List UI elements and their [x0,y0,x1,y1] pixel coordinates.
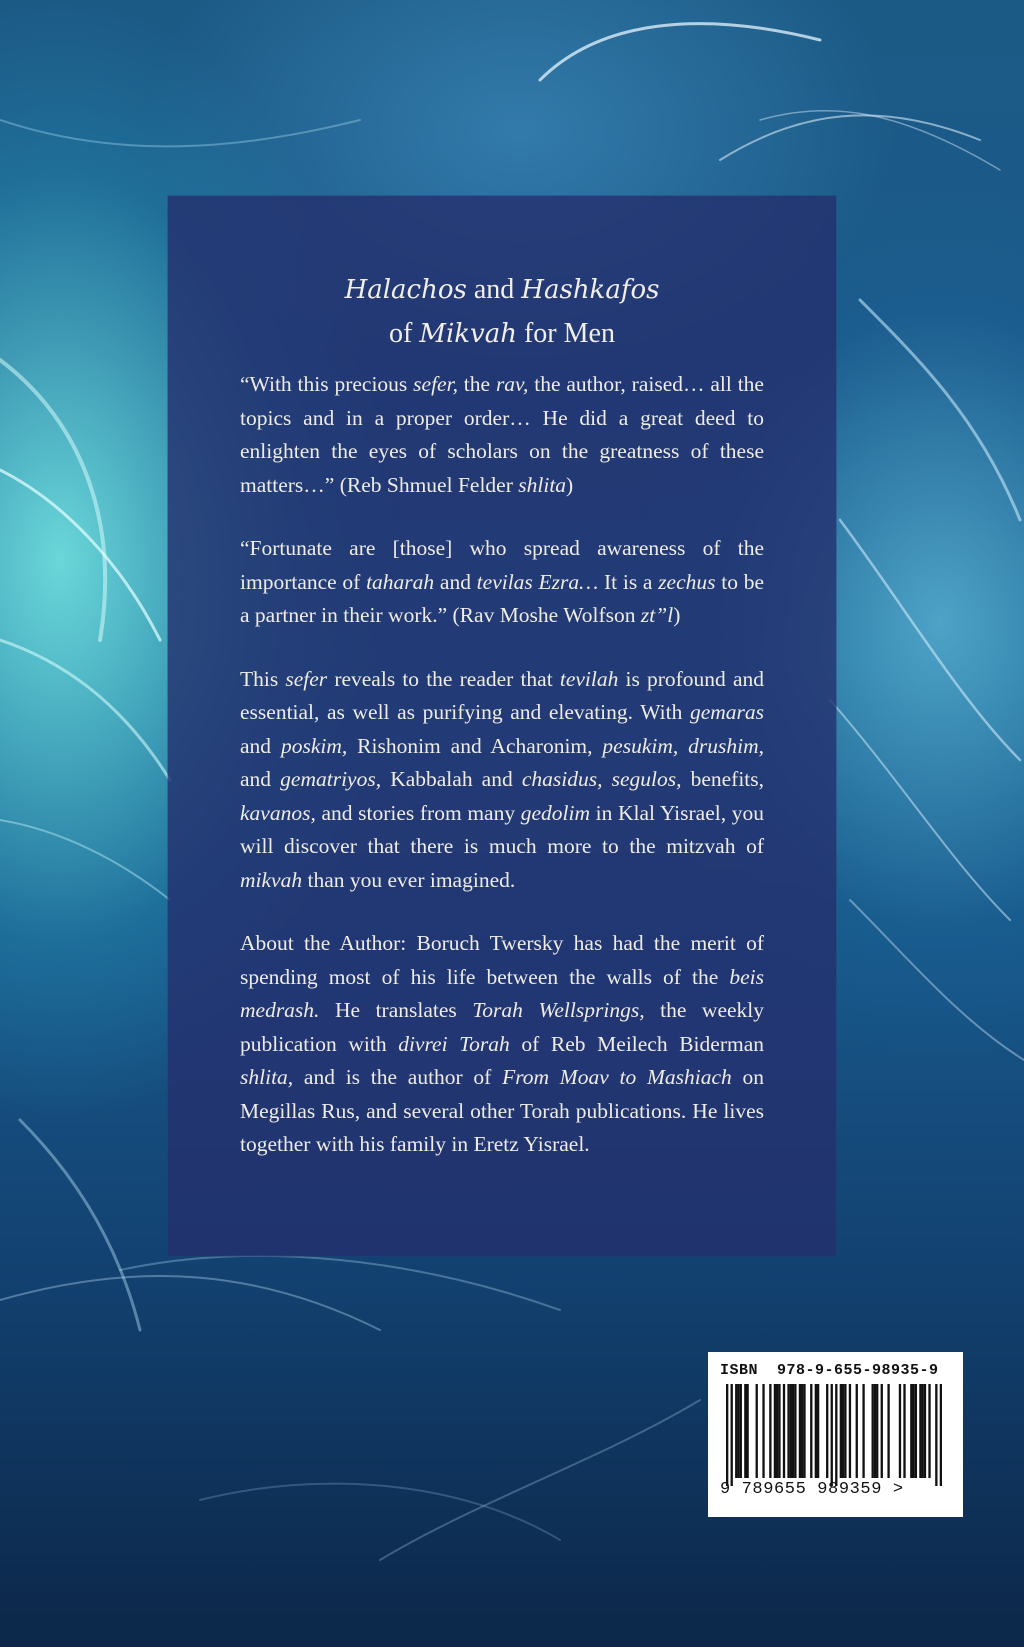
text-run: on Megillas Rus, and several other Torah publications. He lives together with his family in Eretz Yisrael. [240,1065,765,1156]
isbn-label: ISBN 978-9-655-98935-9 [720,1362,939,1379]
barcode-bar [826,1384,828,1478]
text-run: About the Author: Boruch Twersky has had the merit of spending most of his life between the walls of the [240,931,764,989]
title-line-1 [168,268,836,312]
barcode-bar [774,1384,776,1478]
title-of: of [389,318,420,349]
text-run: the weekly publication with [240,998,764,1056]
text-run: This [240,666,286,691]
italic-term: shlita [518,472,567,497]
text-run: than you ever imagined. [302,867,516,892]
text-run: and [240,767,281,791]
text-run: and [434,569,477,594]
title-halachos: Halachos [344,275,467,305]
barcode-bar [803,1384,805,1478]
barcode-bar [835,1384,837,1486]
barcode-icon [726,1384,942,1486]
barcode-bar [735,1384,737,1478]
barcode-bar [924,1384,926,1478]
barcode-bar [746,1384,748,1478]
barcode-bar [787,1384,789,1478]
barcode-bar [903,1384,905,1478]
barcode-bar [881,1384,883,1478]
barcode-bar [778,1384,780,1478]
barcode-bar [817,1384,819,1478]
barcode-bar [744,1384,746,1478]
text-run: to be a partner in their work.” (Rav Moshe Wolfson [240,569,764,627]
italic-term: gemaras [689,700,764,724]
barcode-bar [840,1384,842,1478]
italic-term: Torah Wellsprings, [472,998,645,1022]
italic-term: sefer [285,666,328,691]
ean-digits: 9 789655 989359 > [720,1480,904,1499]
barcode-bar [790,1384,792,1478]
barcode-bar [776,1384,778,1478]
italic-term: From Moav to Mashiach [502,1065,732,1089]
paragraph-3 [240,663,764,898]
barcode-bar [794,1384,796,1478]
barcode-bar [769,1384,771,1478]
text-run: the [457,372,496,396]
barcode-bar [872,1384,874,1478]
text-run: ) [566,472,574,497]
italic-term: tevilah [559,666,619,691]
barcode-bar [756,1384,758,1478]
italic-term: gematriyos, [280,767,382,791]
title-and: and [466,274,522,305]
barcode-bar [831,1384,833,1486]
text-run: benefits, [681,767,765,791]
text-run: ) [673,603,681,627]
italic-term: mikvah [240,867,303,892]
paragraph-2 [240,532,764,633]
italic-term: rav, [495,372,529,396]
isbn-barcode-box [708,1352,963,1517]
barcode-bar [849,1384,851,1478]
italic-term: pesukim, drushim, [602,733,765,758]
barcode-bar [928,1384,930,1478]
barcode-bar [815,1384,817,1478]
text-run: Rishonim and Acharonim, [347,733,603,758]
barcode-bar [810,1384,812,1478]
text-run: and is the author of [293,1065,503,1089]
barcode-bar [731,1384,733,1486]
barcode-bar [799,1384,801,1478]
italic-term: shlita, [240,1065,294,1089]
barcode-bar [792,1384,794,1478]
blurb-text [240,368,764,1192]
italic-term: zt”l [640,603,674,627]
title-line-2 [168,312,836,356]
italic-term: divrei Torah [398,1031,510,1056]
text-run: reveals to the reader that [327,666,560,691]
italic-term: sefer, [413,372,458,396]
barcode-bar [874,1384,876,1478]
barcode-bar [887,1384,889,1478]
barcode-bar [910,1384,912,1478]
text-run: It is a [598,569,659,594]
barcode-bar [919,1384,921,1478]
italic-term: zechus [658,569,716,594]
italic-term: poskim, [280,733,348,758]
barcode-bar [737,1384,739,1478]
barcode-bar [844,1384,846,1478]
italic-term: beis medrash. [240,964,764,1022]
barcode-bar [912,1384,914,1478]
barcode-bar [740,1384,742,1478]
title-mikvah: Mikvah [419,319,517,349]
barcode-bar [862,1384,864,1478]
italic-term: chasidus, segulos, [521,767,682,791]
barcode-bar [899,1384,901,1478]
text-run: and [240,733,281,758]
barcode-bar [876,1384,878,1478]
title-hashkafos: Hashkafos [521,275,660,305]
barcode-bar [726,1384,728,1486]
barcode-bar [940,1384,942,1486]
barcode-bar [801,1384,803,1478]
text-run: “With this precious [240,372,414,396]
text-run: and stories from many [315,800,521,825]
book-title [168,268,836,356]
text-run: in Klal Yisrael, you will discover that there is much more to the mitzvah of [240,800,764,858]
barcode-bar [842,1384,844,1478]
italic-term: kavanos, [240,800,316,825]
barcode-bar [935,1384,937,1486]
text-run: is profound and essential, as well as purifying and elevating. With [240,666,764,724]
text-run: “Fortunate are [those] who spread awareness of the importance of [240,536,764,594]
barcode-bar [856,1384,858,1478]
italic-term: gedolim [520,800,590,825]
barcode-bar [762,1384,764,1478]
italic-term: tevilas Ezra… [476,569,599,594]
barcode-bar [783,1384,785,1478]
text-run: Kabbalah and [381,767,522,791]
paragraph-1 [240,368,764,502]
text-run: He translates [319,998,473,1022]
barcode-bar [915,1384,917,1478]
paragraph-4 [240,927,764,1162]
title-for-men: for Men [516,318,615,349]
italic-term: taharah [366,569,435,594]
text-run: the author, raised… all the topics and in a proper order… He did a great deed to enlighten the eyes of scholars on the greatness of these matters…” (Reb Shmuel Felder [240,372,764,497]
barcode-bar [922,1384,924,1478]
text-run: of Reb Meilech Biderman [509,1031,764,1056]
